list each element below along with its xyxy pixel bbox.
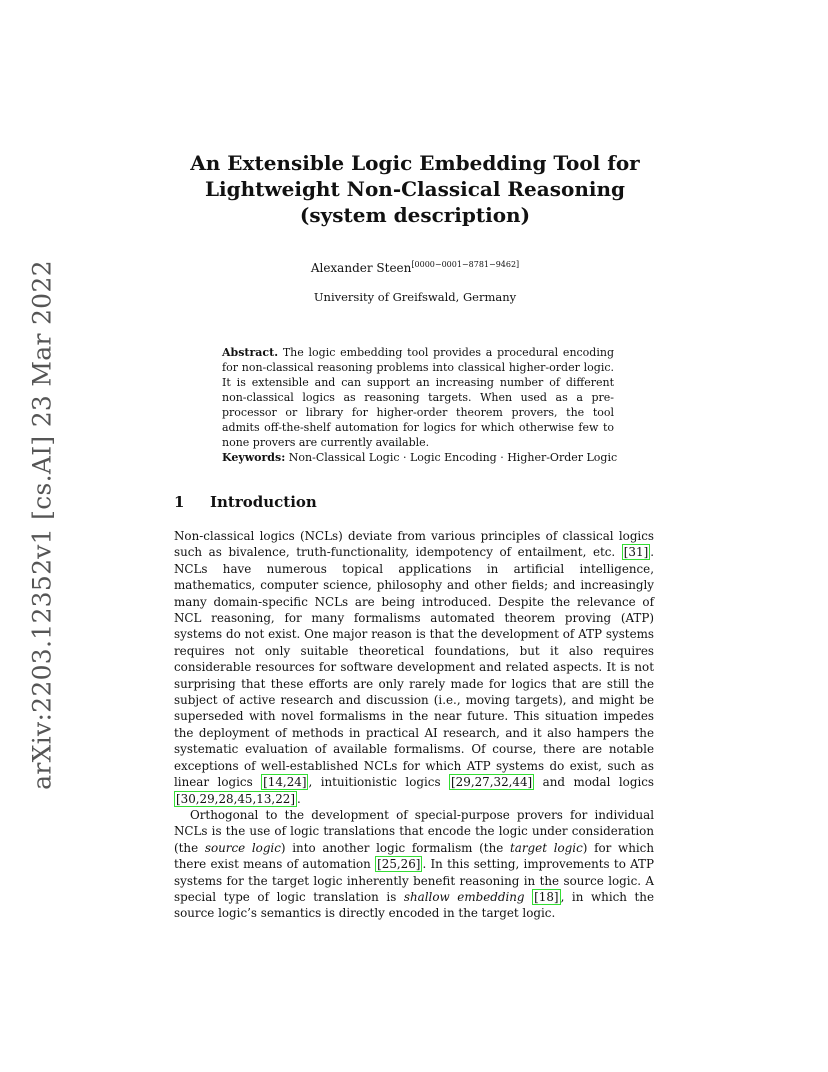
author-line xyxy=(120,260,710,275)
emphasis: target logic xyxy=(510,840,583,855)
text-run: . xyxy=(296,791,301,806)
text-run: , in which the source logic’s semantics is directly encoded in the target logic. xyxy=(174,889,655,921)
body-text xyxy=(174,528,654,922)
title-line-3: (system description) xyxy=(299,203,531,227)
arxiv-sidebar xyxy=(22,260,62,790)
author-orcid: [0000−0001−8781−9462] xyxy=(411,260,520,269)
text-run: Non-classical logics (NCLs) deviate from various principles of classical logics such as bivalence, truth-functionality, idempotency of entailment, etc. xyxy=(174,529,654,560)
author-name: Alexander Steen xyxy=(310,261,412,275)
section-heading xyxy=(174,493,317,511)
text-run: Orthogonal to the development of special-purpose provers for individual NCLs is the use of logic translations that encode the logic under consideration (the xyxy=(174,807,654,855)
text-run: ) for which there exist means of automation xyxy=(174,840,654,872)
text-run: . NCLs have numerous topical applications in artificial intelligence, mathematics, computer science, philosophy and other fields; and increasingly many domain-specific NCLs are being introduced. Despite the relevance of NCL reasoning, for many formalisms automated theorem proving (ATP) systems do not exist. One major reason is that the development of ATP systems requires not only suitable theoretical foundations, but it also requires considerable resources for software development and related aspects. It is not surprising that these efforts are only rarely made for logics that are still the subject of active research and discussion (i.e., moving targets), and might be superseded with novel formalisms in the near future. This situation impedes the deployment of methods in practical AI research, and it also hampers the systematic evaluation of available formalisms. Of course, there are notable exceptions of well-established NCLs for which ATP systems do exist, such as linear logics xyxy=(174,545,654,790)
keywords xyxy=(222,450,622,465)
section-title: Introduction xyxy=(210,493,317,511)
citation-link[interactable]: [18] xyxy=(534,889,559,904)
abstract-text: The logic embedding tool provides a procedural encoding for non-classical reasoning problems into classical higher-order logic. It is extensible and can support an increasing number of different non-classical logics as reasoning targets. When used as a pre-processor or library for higher-order theorem provers, the tool admits off-the-shelf automation for logics for which otherwise few to none provers are currently available. xyxy=(222,346,614,449)
affiliation: University of Greifswald, Germany xyxy=(313,290,517,304)
paragraph-1 xyxy=(174,528,654,807)
emphasis: shallow embedding xyxy=(403,889,525,904)
abstract-label: Abstract. xyxy=(222,346,279,359)
keywords-text: Non-Classical Logic · Logic Encoding · Higher-Order Logic xyxy=(288,451,618,464)
citation-link[interactable]: [30,29,28,45,13,22] xyxy=(176,791,295,806)
abstract xyxy=(222,345,614,450)
keywords-label: Keywords: xyxy=(222,451,286,464)
text-run: ) into another logic formalism (the xyxy=(280,840,504,855)
citation-link[interactable]: [29,27,32,44] xyxy=(451,775,533,790)
citation-link[interactable]: [14,24] xyxy=(263,775,307,790)
citation-link[interactable]: [31] xyxy=(623,545,649,560)
arxiv-identifier: arXiv:2203.12352v1 [cs.AI] 23 Mar 2022 xyxy=(27,260,57,790)
title-line-2: Lightweight Non-Classical Reasoning xyxy=(204,177,625,201)
title-line-1: An Extensible Logic Embedding Tool for xyxy=(190,151,640,175)
section-number: 1 xyxy=(174,493,185,511)
citation-link[interactable]: [25,26] xyxy=(377,857,421,872)
text-run: and modal logics xyxy=(542,775,655,790)
paper-title xyxy=(120,150,710,228)
text-run: . In this setting, improvements to ATP systems for the target logic inherently benefit reasoning in the source logic. A special type of logic translation is xyxy=(174,857,654,904)
paragraph-2 xyxy=(174,807,654,922)
emphasis: source logic xyxy=(204,840,281,855)
text-run: , intuitionistic logics xyxy=(308,775,441,790)
